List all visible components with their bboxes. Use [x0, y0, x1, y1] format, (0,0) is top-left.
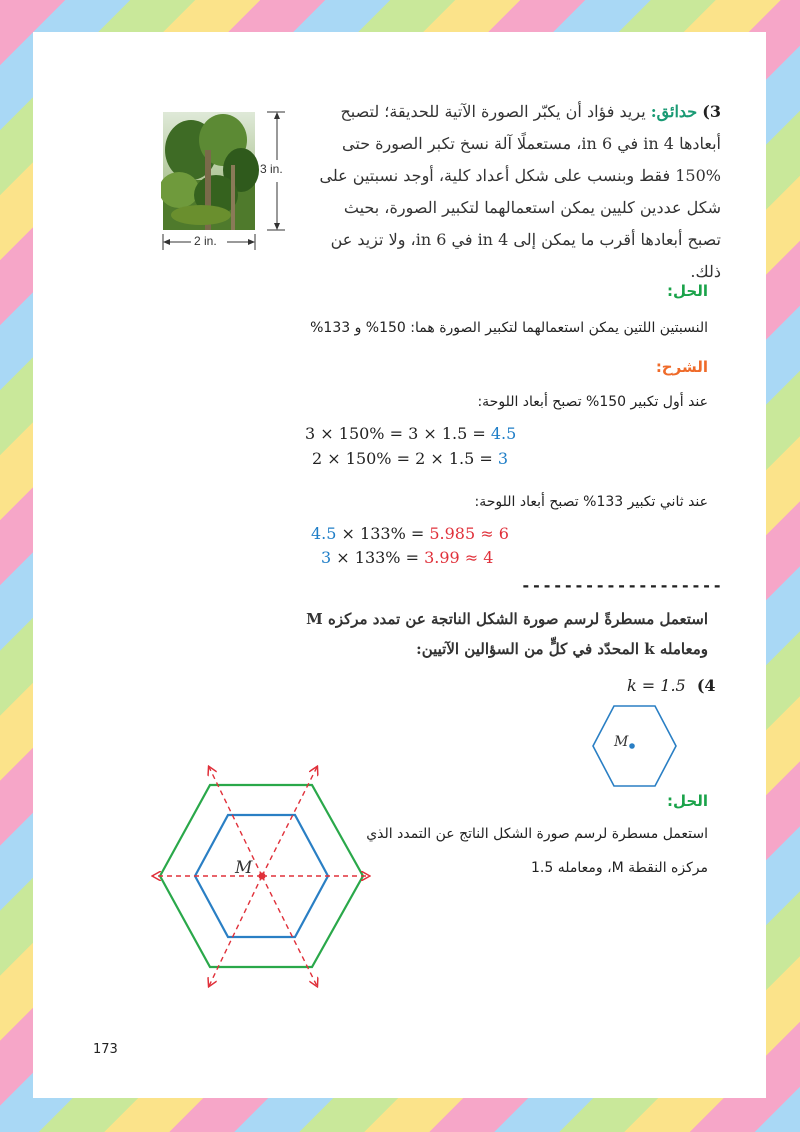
equation-4: 3 × 133% = 3.99 ≈ 4	[321, 548, 494, 567]
dilation-diagram	[145, 762, 385, 992]
first-enlargement-intro: عند أول تكبير 150% تصبح أبعاد اللوحة:	[477, 394, 708, 410]
eq4-result: 3.99 ≈ 4	[424, 548, 494, 567]
page	[33, 32, 766, 1098]
dilation-figure	[145, 762, 385, 992]
solution-label: الحل:	[667, 282, 708, 300]
instructions-line-2: ومعامله k المحدّد في كلٍّ من السؤالين الآتيين:	[416, 640, 708, 658]
problem-3-line-6: ذلك.	[690, 262, 721, 281]
solution-2-line-2: مركزه النقطة M، ومعامله 1.5	[530, 860, 708, 876]
problem-4: k = 1.5 (4	[627, 676, 716, 695]
problem-4-number: (4	[696, 676, 716, 695]
problem-4-figure	[583, 702, 683, 794]
eq3-result: 5.985 ≈ 6	[429, 524, 509, 543]
photo-height-label: 3 in.	[260, 162, 283, 176]
center-point	[629, 743, 635, 749]
small-hexagon-figure	[583, 702, 683, 794]
equation-3: 4.5 × 133% = 5.985 ≈ 6	[311, 524, 509, 543]
problem-number: 3)	[702, 102, 721, 121]
eq1-result: 4.5	[490, 424, 517, 443]
page-number: 173	[93, 1042, 118, 1057]
solution-2-label: الحل:	[667, 792, 708, 810]
problem-3-line-4: شكل عددين كليين يمكن استعمالهما لتكبير الصورة، بحيث	[343, 198, 721, 217]
problem-3-line-2: أبعادها 4 in في 6 in، مستعملًا آلة نسخ تكبر الصورة حتى	[342, 134, 721, 153]
eq2-result: 3	[497, 449, 509, 468]
equation-2: 2 × 150% = 2 × 1.5 = 3	[312, 449, 509, 468]
second-enlargement-intro: عند ثاني تكبير 133% تصبح أبعاد اللوحة:	[474, 494, 708, 510]
garden-photo-figure	[161, 110, 331, 255]
solution-answer: النسبتين اللتين يمكن استعمالهما لتكبير الصورة هما: 150% و 133%	[310, 320, 708, 336]
instructions	[288, 604, 708, 664]
dilation-center-label: M	[235, 858, 253, 878]
section-separator: -------------------	[521, 576, 724, 595]
garden-photo	[161, 110, 331, 255]
instructions-line-1: استعمل مسطرةً لرسم صورة الشكل الناتجة عن تمدد مركزه M	[306, 610, 708, 628]
solution-2-line-1: استعمل مسطرة لرسم صورة الشكل الناتج عن التمدد الذي	[366, 826, 708, 842]
problem-3	[319, 96, 721, 288]
dilation-center	[259, 873, 266, 880]
explanation-label: الشرح:	[655, 358, 708, 376]
photo-width-label: 2 in.	[194, 234, 217, 248]
problem-3-line-1: 3) حدائق: يريد فؤاد أن يكبّر الصورة الآتية للحديقة؛ لتصبح	[340, 102, 721, 121]
center-label: M	[614, 734, 629, 750]
problem-keyword: حدائق:	[650, 102, 698, 121]
equation-1: 3 × 150% = 3 × 1.5 = 4.5	[305, 424, 517, 443]
problem-3-line-5: تصبح أبعادها أقرب ما يمكن إلى 4 in في 6 in، ولا تزيد عن	[330, 230, 721, 249]
problem-3-line-3: 150% فقط وبنسب على شكل أعداد كلية، أوجد نسبتين على	[319, 166, 721, 185]
